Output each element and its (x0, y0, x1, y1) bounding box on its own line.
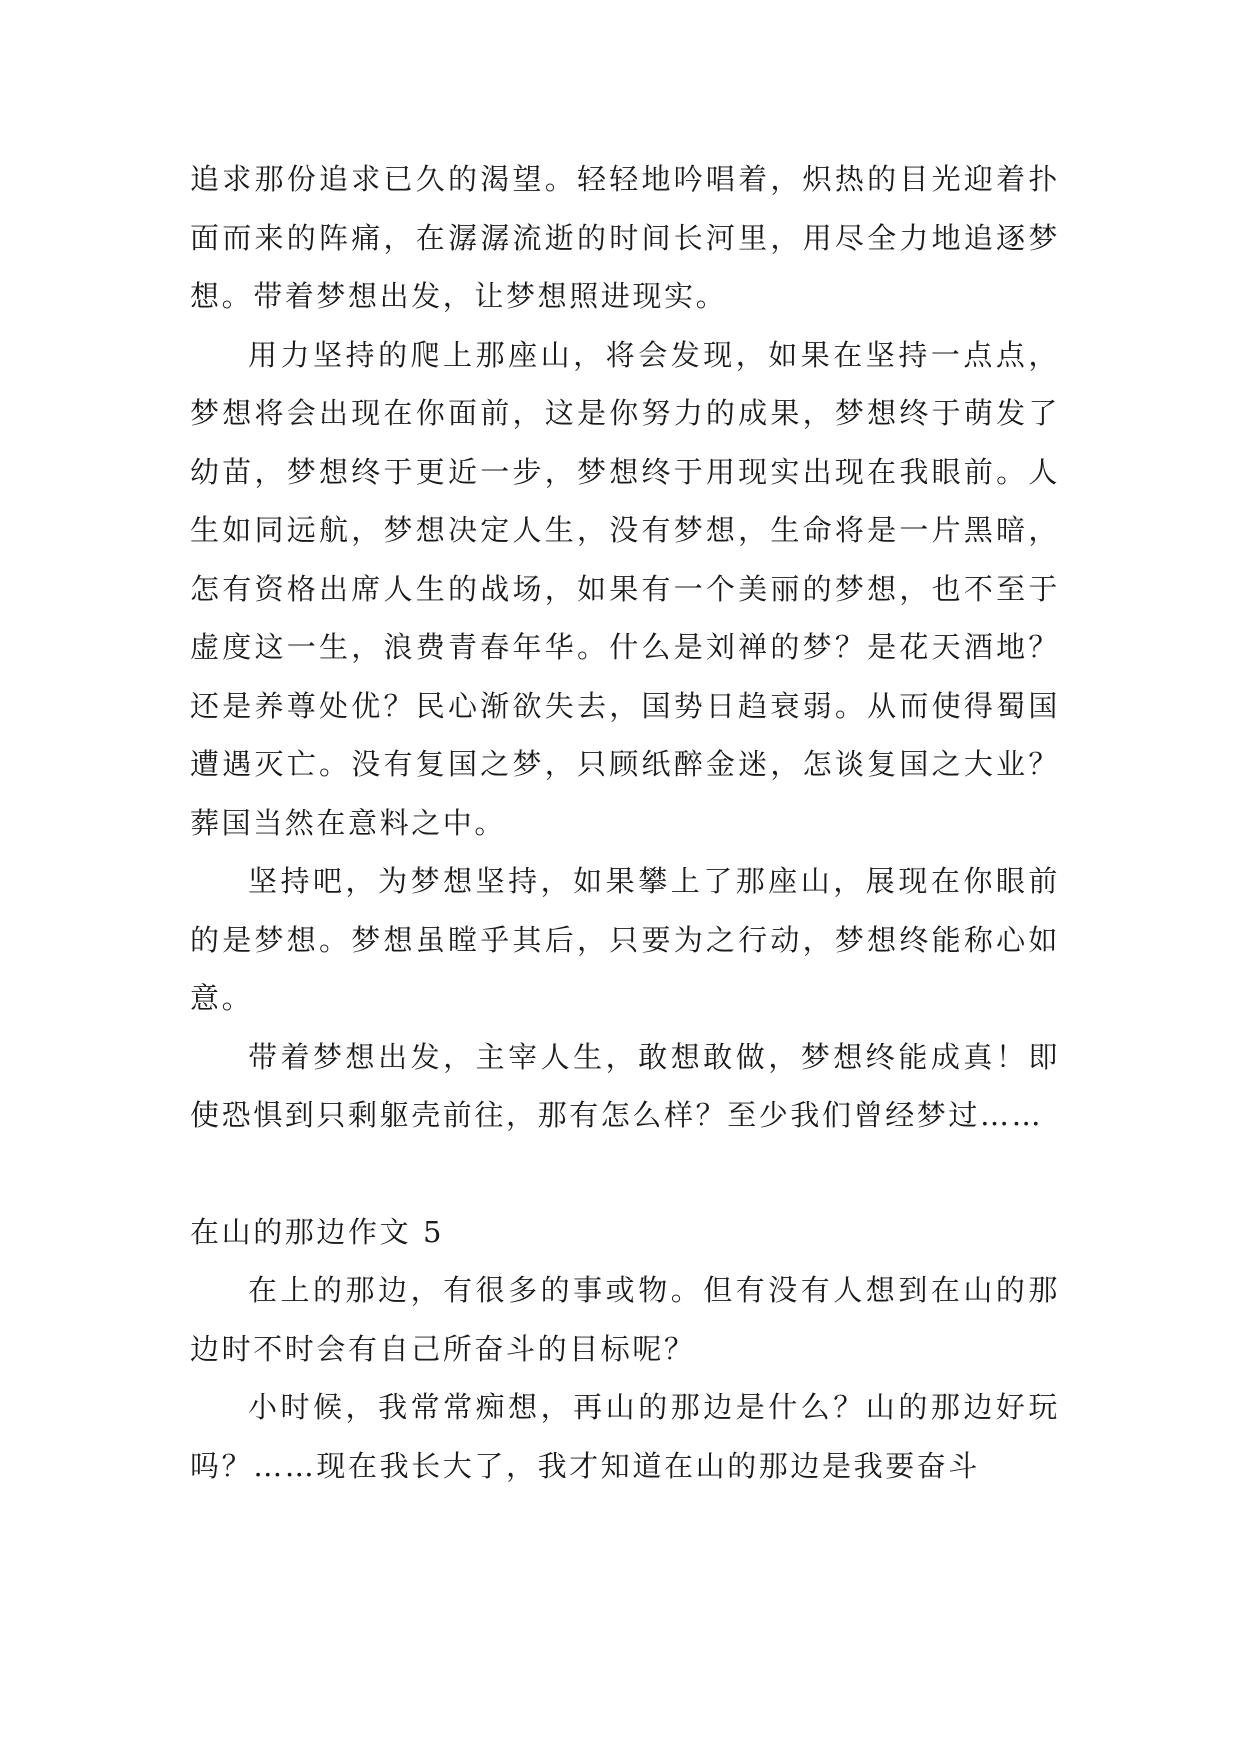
paragraph-1: 追求那份追求已久的渴望。轻轻地吟唱着，炽热的目光迎着扑面而来的阵痛，在潺潺流逝的时间长河里，用尽全力地追逐梦想。带着梦想出发，让梦想照进现实。 (190, 162, 1060, 313)
paragraph-4: 带着梦想出发，主宰人生，敢想敢做，梦想终能成真！即使恐惧到只剩躯壳前往，那有怎么样？至少我们曾经梦过…… (190, 1039, 1060, 1132)
document-page (190, 150, 1060, 1495)
paragraph-6: 小时候，我常常痴想，再山的那边是什么？山的那边好玩吗？……现在我长大了，我才知道在山的那边是我要奋斗 (190, 1390, 1060, 1483)
paragraph-2: 用力坚持的爬上那座山，将会发现，如果在坚持一点点，梦想将会出现在你面前，这是你努力的成果，梦想终于萌发了幼苗，梦想终于更近一步，梦想终于用现实出现在我眼前。人生如同远航，梦想决定人生，没有梦想，生命将是一片黑暗，怎有资格出席人生的战场，如果有一个美丽的梦想，也不至于虚度这一生，浪费青春年华。什么是刘禅的梦？是花天酒地？还是养尊处优？民心渐欲失去，国势日趋衰弱。从而使得蜀国遭遇灭亡。没有复国之梦，只顾纸醉金迷，怎谈复国之大业？葬国当然在意料之中。 (190, 337, 1060, 840)
section-title: 在山的那边作文 5 (190, 1214, 445, 1249)
paragraph-3: 坚持吧，为梦想坚持，如果攀上了那座山，展现在你眼前的是梦想。梦想虽瞠乎其后，只要为之行动，梦想终能称心如意。 (190, 864, 1060, 1015)
paragraph-5: 在上的那边，有很多的事或物。但有没有人想到在山的那边时不时会有自己所奋斗的目标呢？ (190, 1273, 1060, 1366)
section-gap (190, 1145, 1060, 1203)
